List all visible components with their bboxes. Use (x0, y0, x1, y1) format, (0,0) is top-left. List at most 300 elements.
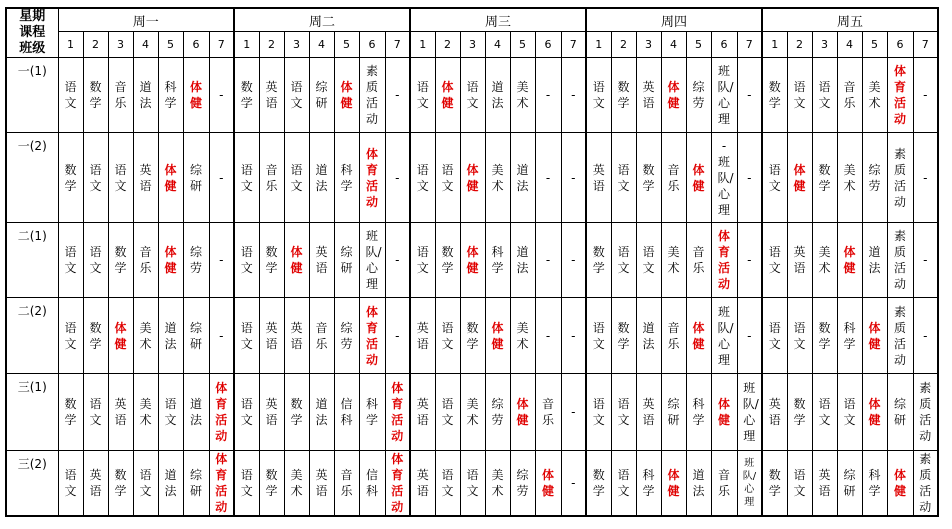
period-number: 6 (535, 32, 561, 58)
lesson-text: 英语 (139, 162, 152, 193)
lesson-cell (586, 58, 611, 133)
lesson-cell (711, 374, 737, 451)
lesson-text: 英语 (89, 468, 102, 498)
lesson-text: 数学 (290, 397, 303, 427)
lesson-cell (762, 58, 787, 133)
lesson-text: - (219, 253, 224, 267)
lesson-text: 道法 (315, 162, 328, 193)
period-number: 5 (686, 32, 711, 58)
lesson-cell (711, 133, 737, 223)
lesson-text: 语文 (592, 397, 605, 427)
lesson-cell (435, 374, 460, 451)
lesson-cell (334, 298, 359, 374)
lesson-text: 语文 (592, 320, 605, 351)
lesson-cell (686, 58, 711, 133)
lesson-cell (762, 298, 787, 374)
lesson-text: 数学 (441, 245, 454, 275)
lesson-text: 美术 (139, 397, 152, 427)
lesson-text: - (923, 170, 928, 185)
lesson-text: 英语 (592, 162, 605, 193)
lesson-text: 数学 (265, 468, 278, 498)
lesson-cell (787, 374, 812, 451)
lesson-cell (259, 374, 284, 451)
lesson-text: 语文 (818, 397, 831, 427)
lesson-cell (234, 223, 259, 298)
lesson-cell (787, 451, 812, 517)
lesson-text: 体健 (717, 397, 730, 427)
lesson-text: 数学 (89, 320, 102, 351)
lesson-text: - (923, 253, 928, 267)
period-number: 1 (586, 32, 611, 58)
lesson-text: 英语 (642, 397, 655, 427)
lesson-text: 美术 (868, 80, 881, 110)
lesson-cell (284, 58, 309, 133)
lesson-cell (158, 223, 183, 298)
lesson-text: 综研 (893, 397, 906, 427)
lesson-text: 音乐 (692, 245, 705, 275)
lesson-cell (611, 58, 636, 133)
lesson-text: 体育活动 (215, 381, 228, 443)
lesson-cell (611, 451, 636, 517)
period-number: 1 (234, 32, 259, 58)
lesson-cell (309, 298, 334, 374)
lesson-text: 综劳 (189, 245, 202, 275)
lesson-text: 语文 (114, 162, 127, 193)
lesson-text: 美术 (139, 320, 152, 351)
lesson-cell (561, 374, 586, 451)
lesson-cell (460, 133, 485, 223)
lesson-cell (913, 223, 938, 298)
lesson-cell (611, 133, 636, 223)
period-number: 3 (812, 32, 837, 58)
lesson-text: - (571, 170, 576, 185)
lesson-text: 语文 (466, 80, 479, 110)
lesson-cell (762, 223, 787, 298)
lesson-cell (334, 133, 359, 223)
lesson-text: 语文 (240, 320, 253, 351)
lesson-cell (686, 223, 711, 298)
lesson-cell (762, 133, 787, 223)
lesson-cell (435, 223, 460, 298)
lesson-text: 音乐 (114, 80, 127, 110)
lesson-cell (284, 298, 309, 374)
lesson-cell (334, 374, 359, 451)
lesson-text: 英语 (416, 468, 429, 498)
lesson-cell (133, 223, 158, 298)
lesson-text: 语文 (64, 320, 77, 351)
lesson-cell (108, 58, 133, 133)
lesson-cell (58, 374, 83, 451)
lesson-cell (762, 451, 787, 517)
lesson-text: - (395, 170, 400, 185)
lesson-text: 语文 (466, 468, 479, 498)
lesson-text: 道法 (868, 245, 881, 275)
lesson-cell (460, 58, 485, 133)
period-number: 4 (837, 32, 862, 58)
lesson-cell (309, 223, 334, 298)
lesson-cell (787, 58, 812, 133)
lesson-cell (83, 374, 108, 451)
period-number: 7 (561, 32, 586, 58)
lesson-text: 语文 (768, 245, 781, 275)
class-label: 三(1) (6, 374, 58, 451)
lesson-text: 体健 (893, 468, 906, 498)
lesson-cell (636, 223, 661, 298)
lesson-text: 语文 (64, 245, 77, 275)
lesson-text: 体健 (114, 320, 127, 351)
lesson-cell (535, 374, 561, 451)
lesson-cell (158, 58, 183, 133)
lesson-text: 语文 (89, 397, 102, 427)
lesson-cell (284, 451, 309, 517)
lesson-cell (259, 223, 284, 298)
lesson-cell (234, 451, 259, 517)
lesson-text: 体健 (441, 80, 454, 110)
lesson-cell (58, 451, 83, 517)
corner-label: 班级 (19, 41, 46, 56)
lesson-text: 体健 (868, 320, 881, 351)
class-label: 一(2) (6, 133, 58, 223)
lesson-text: 体育活动 (391, 381, 404, 443)
lesson-text: 英语 (416, 320, 429, 351)
lesson-cell (58, 133, 83, 223)
lesson-text: 科学 (692, 397, 705, 427)
lesson-cell (359, 451, 385, 517)
lesson-cell (83, 133, 108, 223)
lesson-text: 英语 (265, 80, 278, 110)
lesson-cell (309, 451, 334, 517)
lesson-text: - (747, 328, 752, 343)
lesson-cell (586, 223, 611, 298)
lesson-text: 体健 (692, 320, 705, 351)
lesson-text: 道法 (164, 468, 177, 498)
lesson-text: 体健 (516, 397, 529, 427)
lesson-cell (234, 298, 259, 374)
lesson-cell (309, 58, 334, 133)
day-header: 周一 (58, 8, 234, 32)
lesson-cell (561, 451, 586, 517)
lesson-text: - (219, 328, 224, 343)
lesson-cell (359, 374, 385, 451)
lesson-cell (284, 133, 309, 223)
lesson-cell (636, 298, 661, 374)
period-number: 1 (410, 32, 435, 58)
lesson-text: 综劳 (491, 397, 504, 427)
lesson-cell (410, 451, 435, 517)
lesson-cell (737, 298, 762, 374)
lesson-cell (737, 133, 762, 223)
period-number: 7 (385, 32, 410, 58)
lesson-text: 班队/心理 (717, 64, 734, 126)
lesson-cell (334, 58, 359, 133)
lesson-text: - (923, 88, 928, 102)
lesson-cell (83, 451, 108, 517)
period-number: 2 (435, 32, 460, 58)
lesson-cell (837, 451, 862, 517)
lesson-text: 道法 (315, 397, 328, 427)
day-header: 周四 (586, 8, 762, 32)
lesson-cell (259, 58, 284, 133)
lesson-text: 英语 (315, 245, 328, 275)
lesson-cell (485, 451, 510, 517)
lesson-text: 英语 (315, 468, 328, 498)
lesson-cell (485, 133, 510, 223)
period-number: 5 (158, 32, 183, 58)
lesson-text: 英语 (768, 397, 781, 427)
lesson-cell (158, 133, 183, 223)
lesson-cell (812, 223, 837, 298)
lesson-text: 体健 (793, 162, 806, 193)
lesson-cell (535, 58, 561, 133)
lesson-cell (410, 374, 435, 451)
lesson-cell (913, 374, 938, 451)
lesson-text: 英语 (793, 245, 806, 275)
lesson-text: 数学 (818, 162, 831, 193)
lesson-text: 音乐 (315, 320, 328, 351)
lesson-cell (108, 223, 133, 298)
lesson-cell (837, 133, 862, 223)
period-number: 1 (762, 32, 787, 58)
lesson-text: 科学 (843, 320, 856, 351)
lesson-cell (309, 133, 334, 223)
lesson-text: 语文 (793, 468, 806, 498)
lesson-text: 语文 (89, 245, 102, 275)
lesson-cell (108, 451, 133, 517)
lesson-cell (133, 374, 158, 451)
lesson-text: 英语 (265, 320, 278, 351)
lesson-text: 语文 (240, 397, 253, 427)
lesson-text: 英语 (290, 320, 303, 351)
period-number: 4 (661, 32, 686, 58)
lesson-cell (410, 298, 435, 374)
lesson-cell (661, 133, 686, 223)
lesson-cell (837, 298, 862, 374)
lesson-text: - (395, 328, 400, 343)
lesson-text: - (571, 253, 576, 267)
lesson-cell (862, 374, 887, 451)
lesson-text: 综研 (189, 468, 202, 498)
lesson-cell (385, 58, 410, 133)
day-header-row (6, 8, 938, 32)
lesson-cell (510, 374, 535, 451)
lesson-text: 信科 (340, 397, 353, 427)
lesson-cell (812, 133, 837, 223)
lesson-text: 语文 (793, 80, 806, 110)
lesson-text: 体健 (667, 468, 680, 498)
lesson-cell (183, 374, 209, 451)
lesson-text: 体健 (290, 245, 303, 275)
period-number: 6 (887, 32, 913, 58)
lesson-text: 数学 (592, 245, 605, 275)
class-label: 三(2) (6, 451, 58, 517)
lesson-text: - (395, 253, 400, 267)
lesson-text: 数学 (64, 397, 77, 427)
lesson-cell (460, 223, 485, 298)
period-number: 7 (737, 32, 762, 58)
lesson-cell (485, 223, 510, 298)
lesson-text: 美术 (843, 162, 856, 193)
lesson-text: 道法 (139, 80, 152, 110)
lesson-cell (913, 133, 938, 223)
lesson-text: 道法 (692, 468, 705, 498)
period-number: 2 (259, 32, 284, 58)
lesson-cell (460, 298, 485, 374)
lesson-cell (234, 58, 259, 133)
lesson-cell (133, 133, 158, 223)
lesson-cell (812, 451, 837, 517)
lesson-cell (510, 133, 535, 223)
lesson-cell (385, 223, 410, 298)
lesson-cell (887, 223, 913, 298)
period-number: 2 (611, 32, 636, 58)
lesson-text: 语文 (139, 468, 152, 498)
lesson-text: 英语 (265, 397, 278, 427)
lesson-text: 语文 (64, 80, 77, 110)
lesson-cell (435, 298, 460, 374)
lesson-text: 语文 (89, 162, 102, 193)
lesson-text: - (747, 88, 752, 102)
lesson-cell (812, 298, 837, 374)
lesson-text: 数学 (114, 245, 127, 275)
lesson-text: 道法 (189, 397, 202, 427)
lesson-cell (586, 374, 611, 451)
lesson-text: 素质活动 (919, 452, 932, 514)
lesson-text: 音乐 (541, 397, 554, 427)
lesson-cell (535, 298, 561, 374)
lesson-cell (410, 223, 435, 298)
lesson-cell (862, 133, 887, 223)
lesson-text: 道法 (164, 320, 177, 351)
lesson-text: 数学 (642, 162, 655, 193)
period-header-row (6, 32, 938, 58)
lesson-cell (158, 298, 183, 374)
lesson-cell (209, 374, 234, 451)
lesson-cell (862, 58, 887, 133)
lesson-cell (209, 133, 234, 223)
lesson-text: 综研 (315, 80, 328, 110)
lesson-text: 语文 (592, 80, 605, 110)
lesson-cell (636, 58, 661, 133)
lesson-cell (561, 58, 586, 133)
lesson-text: 语文 (416, 80, 429, 110)
lesson-text: 体育活动 (365, 304, 378, 367)
lesson-cell (284, 223, 309, 298)
lesson-text: 音乐 (667, 162, 680, 193)
lesson-text: 语文 (441, 397, 454, 427)
lesson-cell (485, 58, 510, 133)
lesson-cell (183, 133, 209, 223)
lesson-cell (787, 133, 812, 223)
lesson-text: 数学 (240, 80, 253, 110)
lesson-cell (737, 58, 762, 133)
lesson-cell (711, 58, 737, 133)
lesson-text: -班队/心理 (717, 138, 734, 217)
lesson-text: 综研 (843, 468, 856, 498)
period-number: 2 (787, 32, 812, 58)
lesson-text: 体健 (164, 245, 177, 275)
lesson-cell (385, 133, 410, 223)
lesson-text: - (545, 88, 551, 102)
lesson-text: 综研 (189, 162, 202, 193)
lesson-text: - (545, 328, 551, 343)
lesson-cell (385, 451, 410, 517)
lesson-cell (108, 298, 133, 374)
lesson-cell (183, 298, 209, 374)
lesson-cell (385, 298, 410, 374)
lesson-text: 美术 (290, 468, 303, 498)
lesson-text: 语文 (617, 162, 630, 193)
period-number: 7 (209, 32, 234, 58)
lesson-cell (334, 223, 359, 298)
period-number: 3 (636, 32, 661, 58)
lesson-text: 体育活动 (215, 452, 228, 514)
lesson-cell (435, 451, 460, 517)
period-number: 6 (711, 32, 737, 58)
lesson-text: 体健 (667, 80, 680, 110)
class-row (6, 133, 938, 223)
lesson-cell (183, 451, 209, 517)
lesson-text: 数学 (768, 468, 781, 498)
lesson-text: 语文 (164, 397, 177, 427)
lesson-cell (661, 374, 686, 451)
lesson-cell (887, 451, 913, 517)
lesson-text: 语文 (818, 80, 831, 110)
lesson-text: 语文 (290, 162, 303, 193)
lesson-cell (887, 58, 913, 133)
lesson-text: 班队/心理 (365, 229, 382, 291)
day-header: 周三 (410, 8, 586, 32)
lesson-cell (259, 133, 284, 223)
lesson-text: 综研 (340, 245, 353, 275)
corner-header (6, 8, 58, 58)
lesson-cell (661, 223, 686, 298)
period-number: 3 (108, 32, 133, 58)
lesson-text: 信科 (365, 468, 378, 498)
lesson-cell (209, 223, 234, 298)
lesson-cell (359, 58, 385, 133)
lesson-cell (284, 374, 309, 451)
lesson-text: 语文 (617, 468, 630, 498)
lesson-text: 素质活动 (893, 229, 906, 291)
lesson-text: 综研 (189, 320, 202, 351)
period-number: 3 (460, 32, 485, 58)
lesson-text: 语文 (240, 162, 253, 193)
lesson-text: - (571, 328, 576, 343)
lesson-text: 道法 (516, 245, 529, 275)
lesson-cell (410, 58, 435, 133)
class-row (6, 451, 938, 517)
period-number: 3 (284, 32, 309, 58)
lesson-text: - (545, 253, 551, 267)
lesson-cell (737, 451, 762, 517)
lesson-cell (661, 58, 686, 133)
lesson-cell (862, 223, 887, 298)
lesson-cell (359, 298, 385, 374)
class-label: 二(1) (6, 223, 58, 298)
day-header: 周五 (762, 8, 938, 32)
lesson-text: 音乐 (717, 468, 730, 498)
lesson-text: 体健 (843, 245, 856, 275)
lesson-cell (686, 374, 711, 451)
lesson-text: 数学 (64, 162, 77, 193)
period-number: 4 (133, 32, 158, 58)
lesson-text: 数学 (617, 80, 630, 110)
lesson-cell (510, 298, 535, 374)
lesson-cell (460, 451, 485, 517)
lesson-text: 英语 (642, 80, 655, 110)
day-header: 周二 (234, 8, 410, 32)
lesson-cell (359, 223, 385, 298)
